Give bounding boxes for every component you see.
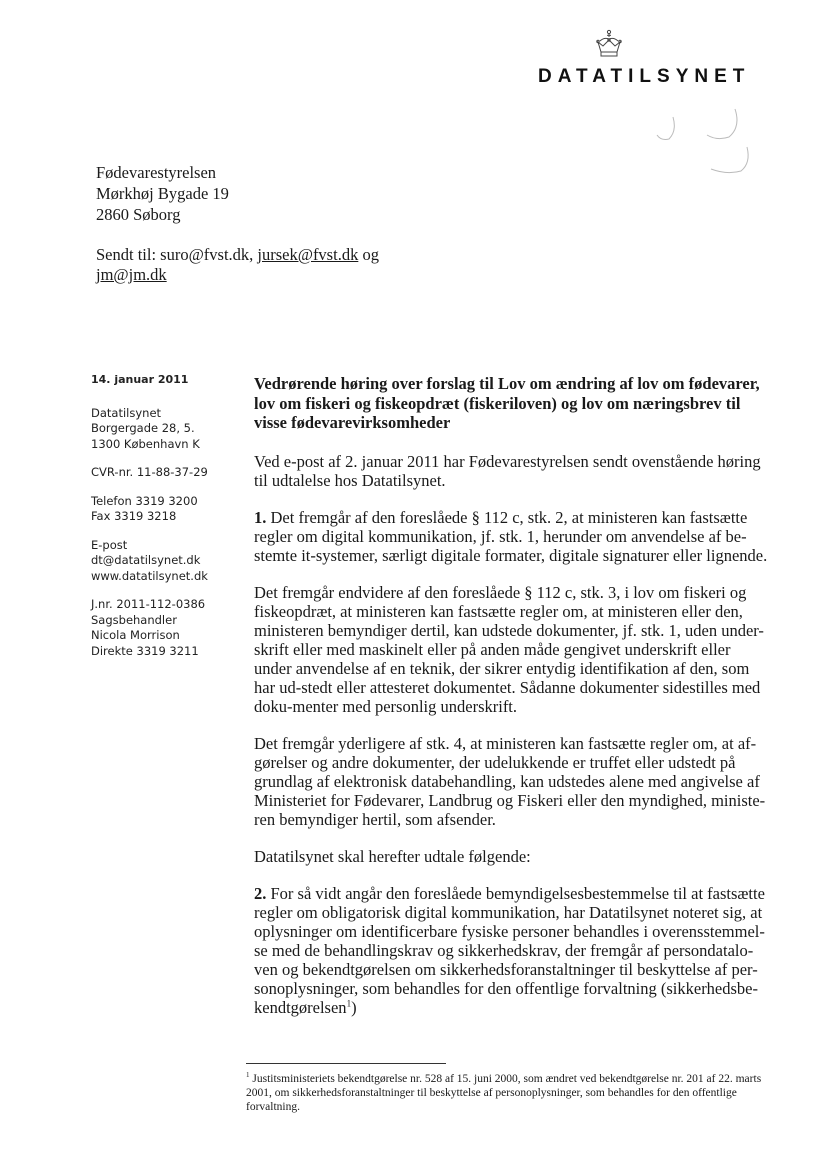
sent-to-prefix: Sendt til: suro@fvst.dk, (96, 245, 254, 264)
sidebar-contact-info (91, 372, 241, 672)
sent-to-joiner: og (362, 245, 379, 264)
sent-to (96, 245, 426, 285)
case-handler-name: Nicola Morrison (91, 628, 180, 642)
footnote-divider (246, 1063, 446, 1064)
paragraph-number: 1. (254, 507, 267, 527)
email-address[interactable]: dt@datatilsynet.dk (91, 553, 201, 567)
paragraph-2: Det fremgår endvidere af den foreslåede § 112 c, stk. 3, i lov om fiskeri og fiskeopdræt, at ministeren kan fastsætte regler om, at ministeren eller den, ministeren bemyndiger dertil, kan udstede dokumenter, jf. stk. 1, uden under-skrift eller med maskinelt eller på anden måde gengivet underskrift eller under anvendelse af en teknik, der sikrer entydig identifikation af den, som har ud-stedt eller attesteret dokumentet. Sådanne dokumenter sidestilles med doku-menter med personlig underskrift. (254, 582, 764, 716)
direct-phone: Direkte 3319 3211 (91, 643, 199, 658)
email-link[interactable]: jursek@fvst.dk (257, 245, 359, 264)
royal-crown-icon (592, 28, 626, 62)
paragraph-end: ) (351, 997, 357, 1017)
email-label: E-post (91, 537, 128, 552)
paragraph-number: 2. (254, 883, 267, 903)
footnote-reference: 1 (346, 998, 352, 1008)
recipient-line: Fødevarestyrelsen (96, 163, 217, 182)
website-link[interactable]: www.datatilsynet.dk (91, 568, 208, 583)
organization-logo-text: DATATILSYNET (538, 66, 751, 87)
letter-date: 14. januar 2011 (91, 373, 189, 386)
footnote-marker: 1 (246, 1071, 250, 1080)
paragraph-5 (254, 884, 772, 1017)
sender-address-line: Datatilsynet (91, 405, 162, 420)
fax-number: Fax 3319 3218 (91, 509, 177, 523)
sender-address-line: Borgergade 28, 5. (91, 421, 195, 435)
recipient-line: Mørkhøj Bygade 19 (96, 184, 229, 203)
footnote-text: Justitsministeriets bekendtgørelse nr. 528 af 15. juni 2000, som ændret ved bekendtgørelse nr. 201 af 22. marts 2001, om sikkerhedsforanstaltninger til beskyttelse af personoplysninger, som behandles for den offentlige forvaltning. (246, 1073, 762, 1113)
sender-address-line: 1300 København K (91, 436, 200, 451)
footnote (246, 1072, 768, 1114)
paragraph-text: For så vidt angår den foreslåede bemyndigelsesbestemmelse til at fastsætte regler om obligatorisk digital kommunikation, har Datatilsynet noteret sig, at oplysninger om identificerbare fysiske personer behandles i overensstemmel-se med de behandlingskrav og sikkerhedskrav, der fremgår af persondatalo-ven og bekendtgørelsen om sikkerhedsforanstaltninger til beskyttelse af per-sonoplysninger, som behandles for den offentlige forvaltning (sikkerhedsbe-kendtgørelsen (254, 883, 765, 1017)
email-link[interactable]: jm@jm.dk (96, 265, 167, 284)
intro-paragraph: Ved e-post af 2. januar 2011 har Fødevarestyrelsen sendt ovenstående høring til udtalelse hos Datatilsynet. (254, 451, 761, 490)
cvr-number: CVR-nr. 11-88-37-29 (91, 465, 208, 479)
handwritten-mark (655, 105, 765, 185)
case-number: J.nr. 2011-112-0386 (91, 597, 206, 611)
case-handler-label: Sagsbehandler (91, 612, 177, 627)
paragraph-4: Datatilsynet skal herefter udtale følgende: (254, 846, 531, 866)
paragraph-3: Det fremgår yderligere af stk. 4, at ministeren kan fastsætte regler om, at af-gørelser og andre dokumenter, der udelukkende er truffet eller udstedt på grundlag af elektronisk databehandling, kan udstedes alene med angivelse af Ministeriet for Fødevarer, Landbrug og Fiskeri eller den myndighed, ministe-ren bemyndiger hertil, som afsender. (254, 733, 766, 829)
recipient-line: 2860 Søborg (96, 205, 181, 224)
paragraph-1 (254, 508, 772, 565)
recipient-address (96, 162, 229, 225)
phone-number: Telefon 3319 3200 (91, 493, 198, 508)
letter-body (254, 374, 772, 1035)
paragraph-text: Det fremgår af den foreslåede § 112 c, stk. 2, at ministeren kan fastsætte regler om digital kommunikation, jf. stk. 1, herunder om anvendelse af be-stemte it-systemer, særligt digitale formater, digitale signaturer eller lignende. (254, 507, 768, 565)
letter-title: Vedrørende høring over forslag til Lov om ændring af lov om fødevarer, lov om fiskeri og fiskeopdræt (fiskeriloven) og lov om næringsbrev til visse fødevarevirksomheder (254, 374, 760, 432)
